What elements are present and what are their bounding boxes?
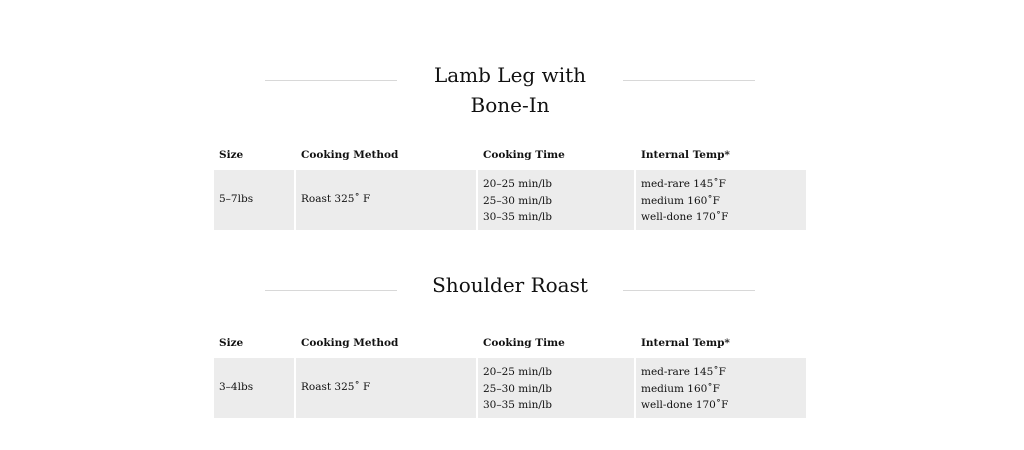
internal-temp-line: med-rare 145˚F xyxy=(641,366,726,378)
cooking-table-lamb-leg xyxy=(214,140,806,230)
internal-temp-line: medium 160˚F xyxy=(641,382,720,395)
header-cooking-method: Cooking Method xyxy=(301,337,399,349)
cell-cooking-method: Roast 325˚ F xyxy=(301,193,371,205)
cell-cooking-method: Roast 325˚ F xyxy=(301,381,371,393)
header-internal-temp: Internal Temp* xyxy=(641,337,730,349)
heading-divider-right xyxy=(623,80,755,81)
header-cooking-time: Cooking Time xyxy=(483,337,565,349)
cell-cooking-time xyxy=(483,364,552,414)
section-title-line1: Shoulder Roast xyxy=(432,273,588,297)
cell-cooking-time xyxy=(483,176,552,226)
table-row xyxy=(214,358,806,418)
section-title-line1: Lamb Leg with xyxy=(433,63,587,87)
table-header-row xyxy=(214,140,806,170)
header-internal-temp: Internal Temp* xyxy=(641,149,730,161)
internal-temp-line: medium 160˚F xyxy=(641,194,720,207)
cooking-time-line: 25–30 min/lb xyxy=(483,194,553,207)
cooking-time-line: 20–25 min/lb xyxy=(483,178,553,190)
header-cooking-method: Cooking Method xyxy=(301,149,399,161)
section-title-line2: Bone-In xyxy=(470,93,550,117)
internal-temp-line: med-rare 145˚F xyxy=(641,178,726,190)
cell-internal-temp xyxy=(641,176,728,226)
cooking-time-line: 20–25 min/lb xyxy=(483,366,553,378)
heading-divider-left xyxy=(265,80,397,81)
header-size: Size xyxy=(219,149,244,161)
section-title xyxy=(412,60,608,120)
cell-internal-temp xyxy=(641,364,728,414)
cooking-time-line: 30–35 min/lb xyxy=(483,211,553,223)
header-cooking-time: Cooking Time xyxy=(483,149,565,161)
heading-divider-left xyxy=(265,290,397,291)
cooking-table-shoulder-roast xyxy=(214,328,806,418)
heading-divider-right xyxy=(623,290,755,291)
cell-size: 3–4lbs xyxy=(219,381,254,393)
section-title xyxy=(412,270,608,300)
cell-size: 5–7lbs xyxy=(219,193,254,205)
cooking-time-line: 30–35 min/lb xyxy=(483,399,553,411)
table-row xyxy=(214,170,806,230)
header-size: Size xyxy=(219,337,244,349)
internal-temp-line: well-done 170˚F xyxy=(641,399,729,411)
table-header-row xyxy=(214,328,806,358)
internal-temp-line: well-done 170˚F xyxy=(641,211,729,223)
cooking-time-line: 25–30 min/lb xyxy=(483,382,553,395)
